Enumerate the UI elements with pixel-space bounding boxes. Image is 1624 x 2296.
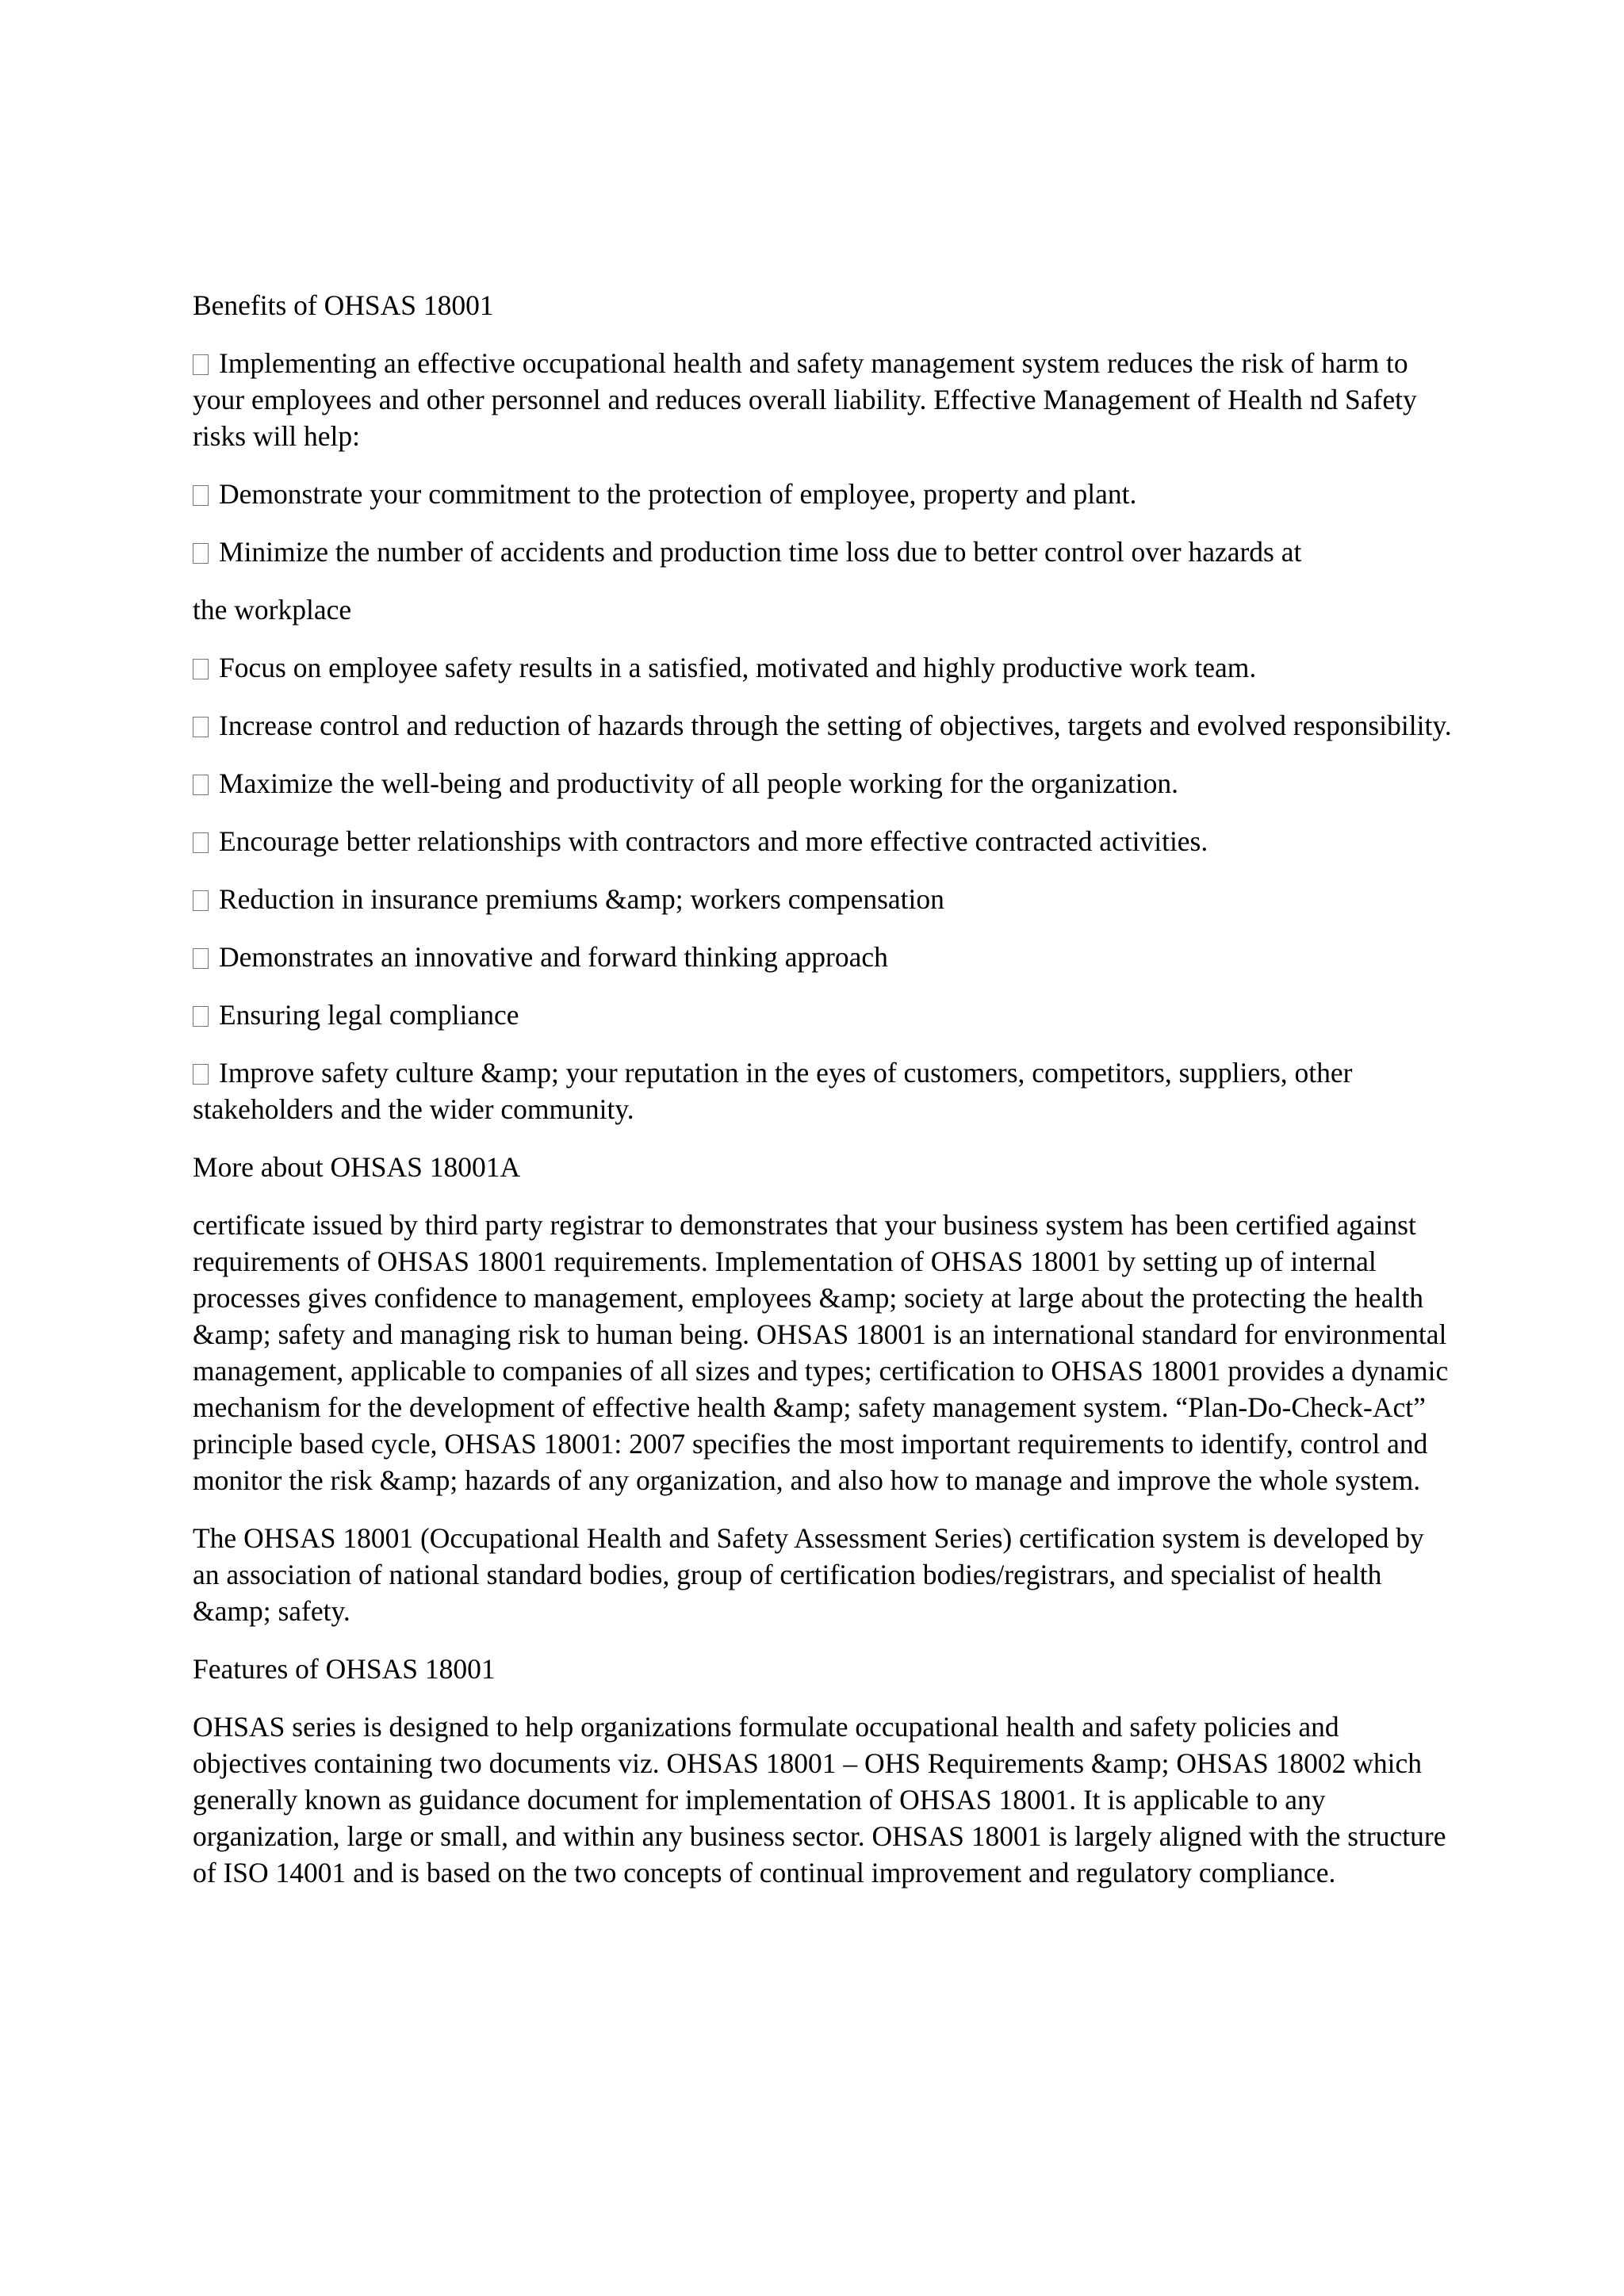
bullet-item	[193, 476, 1454, 512]
bullet-continuation: the workplace	[193, 594, 352, 626]
bullet-item	[193, 997, 1454, 1033]
bullet-text: Demonstrates an innovative and forward thinking approach	[219, 941, 888, 973]
missing-glyph-icon	[193, 1064, 209, 1085]
missing-glyph-icon	[193, 890, 209, 911]
missing-glyph-icon	[193, 1006, 209, 1027]
missing-glyph-icon	[193, 717, 209, 737]
missing-glyph-icon	[193, 948, 209, 969]
heading-benefits: Benefits of OHSAS 18001	[193, 289, 494, 321]
missing-glyph-icon	[193, 354, 209, 375]
missing-glyph-icon	[193, 659, 209, 679]
bullet-item	[193, 939, 1454, 975]
document-page	[193, 287, 1454, 1912]
missing-glyph-icon	[193, 543, 209, 564]
bullet-item	[193, 1054, 1454, 1127]
missing-glyph-icon	[193, 832, 209, 853]
paragraph-more-2: The OHSAS 18001 (Occupational Health and Safety Assessment Series) certification system is developed by an association of national standard bodies, group of certification bodies/registrars, and specialist of health &amp; safety.	[193, 1522, 1424, 1627]
bullet-item	[193, 881, 1454, 917]
missing-glyph-icon	[193, 485, 209, 506]
heading-more-about: More about OHSAS 18001A	[193, 1151, 521, 1183]
bullet-text: Increase control and reduction of hazards through the setting of objectives, targets and evolved responsibility.	[219, 710, 1452, 741]
paragraph-more-1: certificate issued by third party registrar to demonstrates that your business system has been certified against requirements of OHSAS 18001 requirements. Implementation of OHSAS 18001 by setting up of internal processes gives confidence to management, employees &amp; society at large about the protecting the health &amp; safety and managing risk to human being. OHSAS 18001 is an international standard for environmental management, applicable to companies of all sizes and types; certification to OHSAS 18001 provides a dynamic mechanism for the development of effective health &amp; safety management system. “Plan-Do-Check-Act” principle based cycle, OHSAS 18001: 2007 specifies the most important requirements to identify, control and monitor the risk &amp; hazards of any organization, and also how to manage and improve the whole system.	[193, 1209, 1449, 1496]
bullet-text: Maximize the well-being and productivity of all people working for the organization.	[219, 767, 1178, 799]
bullet-text: Ensuring legal compliance	[219, 999, 519, 1031]
intro-text: Implementing an effective occupational health and safety management system reduces the risk of harm to your employees and other personnel and reduces overall liability. Effective Management of Health nd Safety risks will help:	[193, 347, 1417, 452]
bullet-item	[193, 765, 1454, 802]
bullet-text: Minimize the number of accidents and production time loss due to better control over hazards at	[219, 536, 1302, 568]
heading-features: Features of OHSAS 18001	[193, 1653, 496, 1685]
bullet-text: Reduction in insurance premiums &amp; workers compensation	[219, 883, 944, 915]
bullet-text: Improve safety culture &amp; your reputation in the eyes of customers, competitors, suppliers, other stakeholders and the wider community.	[193, 1057, 1353, 1125]
bullet-text: Focus on employee safety results in a satisfied, motivated and highly productive work team.	[219, 652, 1257, 683]
bullet-item	[193, 823, 1454, 859]
missing-glyph-icon	[193, 775, 209, 795]
bullet-item	[193, 649, 1454, 686]
bullet-text: Encourage better relationships with contractors and more effective contracted activities.	[219, 825, 1208, 857]
bullet-item	[193, 534, 1454, 570]
bullet-item	[193, 707, 1454, 744]
bullet-text: Demonstrate your commitment to the protection of employee, property and plant.	[219, 478, 1137, 510]
paragraph-features: OHSAS series is designed to help organizations formulate occupational health and safety policies and objectives containing two documents viz. OHSAS 18001 – OHS Requirements &amp; OHSAS 18002 which generally known as guidance document for implementation of OHSAS 18001. It is applicable to any organization, large or small, and within any business sector. OHSAS 18001 is largely aligned with the structure of ISO 14001 and is based on the two concepts of continual improvement and regulatory compliance.	[193, 1711, 1446, 1888]
intro-paragraph	[193, 345, 1454, 454]
